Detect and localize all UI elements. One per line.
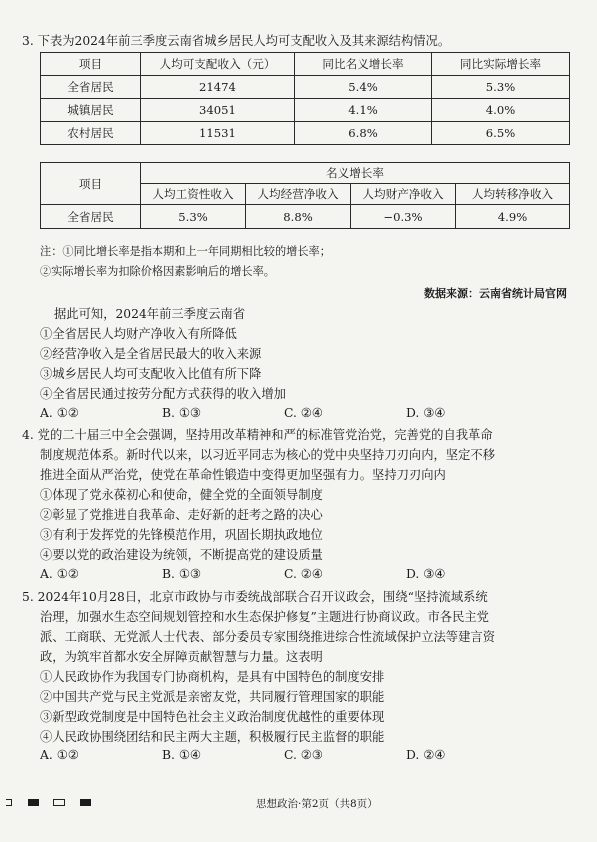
q5-stem-line: 政，为筑牢首都水安全屏障贡献智慧与力量。这表明 bbox=[40, 650, 323, 664]
table-cell: 农村居民 bbox=[41, 122, 141, 145]
table-cell: 8.8% bbox=[246, 205, 351, 229]
registration-mark-icon bbox=[53, 799, 65, 806]
table-row bbox=[41, 205, 570, 229]
table-header-cell: 同比名义增长率 bbox=[295, 53, 432, 76]
table-header-cell: 人均财产净收入 bbox=[351, 184, 456, 205]
q3-item: ③城乡居民人均可支配收入比值有所下降 bbox=[40, 367, 262, 381]
registration-mark-icon bbox=[28, 799, 39, 806]
q5-stem-line: 治理，加强水生态空间规划管控和水生态保护修复”主题进行协商议政。市各民主党 bbox=[40, 610, 489, 624]
q5-stem-line: 派、工商联、无党派人士代表、部分委员专家围绕推进综合性流域保护立法等建言资 bbox=[40, 630, 495, 644]
table-cell: 全省居民 bbox=[41, 76, 141, 99]
q5-item: ②中国共产党与民主党派是亲密友党，共同履行管理国家的职能 bbox=[40, 690, 385, 704]
table-row bbox=[41, 76, 570, 99]
q3-item: ④全省居民通过按劳分配方式获得的收入增加 bbox=[40, 387, 286, 401]
table-header-row bbox=[41, 53, 570, 76]
table-header-cell: 人均经营净收入 bbox=[246, 184, 351, 205]
q3-stem: 3. 下表为2024年前三季度云南省城乡居民人均可支配收入及其来源结构情况。 bbox=[22, 34, 451, 48]
q5-item: ①人民政协作为我国专门协商机构，是具有中国特色的制度安排 bbox=[40, 670, 385, 684]
q3-data-source: 数据来源：云南省统计局官网 bbox=[424, 287, 567, 300]
table-cell: 4.0% bbox=[432, 99, 570, 122]
table-cell: 4.9% bbox=[456, 205, 570, 229]
q5-item: ④人民政协围绕团结和民主两大主题，积极履行民主监督的职能 bbox=[40, 730, 385, 744]
table-header-cell: 人均转移净收入 bbox=[456, 184, 570, 205]
table-header-cell: 人均工资性收入 bbox=[141, 184, 246, 205]
q5-item: ③新型政党制度是中国特色社会主义政治制度优越性的重要体现 bbox=[40, 710, 385, 724]
q4-option-a: A. ①② bbox=[40, 567, 79, 581]
table-cell: 5.3% bbox=[141, 205, 246, 229]
table-cell: 5.4% bbox=[295, 76, 432, 99]
q3-option-d: D. ③④ bbox=[406, 406, 446, 420]
table-header-cell: 项目 bbox=[41, 53, 141, 76]
table-cell: 5.3% bbox=[432, 76, 570, 99]
table-cell: 34051 bbox=[141, 99, 295, 122]
table-header-cell: 项目 bbox=[41, 163, 141, 205]
q4-option-b: B. ①③ bbox=[162, 567, 201, 581]
table-cell: −0.3% bbox=[351, 205, 456, 229]
table-cell: 21474 bbox=[141, 76, 295, 99]
growth-table bbox=[40, 162, 570, 229]
table-header-cell: 名义增长率 bbox=[141, 163, 570, 184]
table-header-row bbox=[41, 163, 570, 184]
table-row bbox=[41, 122, 570, 145]
q5-option-d: D. ②④ bbox=[406, 748, 446, 762]
q4-option-c: C. ②④ bbox=[284, 567, 323, 581]
q3-option-c: C. ②④ bbox=[284, 406, 323, 420]
q5-option-b: B. ①④ bbox=[162, 748, 201, 762]
table-cell: 4.1% bbox=[295, 99, 432, 122]
table-row bbox=[41, 99, 570, 122]
q4-stem-line: 推进全面从严治党，使党在革命性锻造中变得更加坚强有力。坚持刀刃向内 bbox=[40, 468, 446, 482]
registration-mark-icon bbox=[80, 799, 91, 806]
table-header-cell: 同比实际增长率 bbox=[432, 53, 570, 76]
crop-mark-icon bbox=[6, 799, 12, 806]
q3-note-2: ②实际增长率为扣除价格因素影响后的增长率。 bbox=[40, 265, 275, 278]
q5-stem-line: 5. 2024年10月28日，北京市政协与市委统战部联合召开议政会，围绕“坚持流域系统 bbox=[22, 590, 488, 604]
q4-item: ③有利于发挥党的先锋模范作用，巩固长期执政地位 bbox=[40, 528, 323, 542]
q3-option-b: B. ①③ bbox=[162, 406, 201, 420]
q4-option-d: D. ③④ bbox=[406, 567, 446, 581]
q4-item: ④要以党的政治建设为统领，不断提高党的建设质量 bbox=[40, 548, 323, 562]
q5-option-c: C. ②③ bbox=[284, 748, 323, 762]
q4-item: ②彰显了党推进自我革命、走好新的赶考之路的决心 bbox=[40, 508, 323, 522]
table-cell: 6.8% bbox=[295, 122, 432, 145]
q3-intro: 据此可知，2024年前三季度云南省 bbox=[54, 307, 246, 321]
table-header-cell: 人均可支配收入（元） bbox=[141, 53, 295, 76]
q4-stem-line: 制度规范体系。新时代以来，以习近平同志为核心的党中央坚持刀刃向内，坚定不移 bbox=[40, 448, 495, 462]
page-footer: 思想政治·第2页（共8页） bbox=[256, 798, 378, 810]
q4-item: ①体现了党永葆初心和使命，健全党的全面领导制度 bbox=[40, 488, 323, 502]
table-cell: 6.5% bbox=[432, 122, 570, 145]
income-table bbox=[40, 52, 570, 145]
q4-stem-line: 4. 党的二十届三中全会强调，坚持用改革精神和严的标准管党治党，完善党的自我革命 bbox=[22, 428, 493, 442]
table-cell: 11531 bbox=[141, 122, 295, 145]
q3-option-a: A. ①② bbox=[40, 406, 79, 420]
q3-item: ①全省居民人均财产净收入有所降低 bbox=[40, 327, 237, 341]
q5-option-a: A. ①② bbox=[40, 748, 79, 762]
table-cell: 城镇居民 bbox=[41, 99, 141, 122]
q3-item: ②经营净收入是全省居民最大的收入来源 bbox=[40, 347, 262, 361]
table-cell: 全省居民 bbox=[41, 205, 141, 229]
q3-note-1: 注：①同比增长率是指本期和上一年同期相比较的增长率； bbox=[40, 245, 331, 258]
